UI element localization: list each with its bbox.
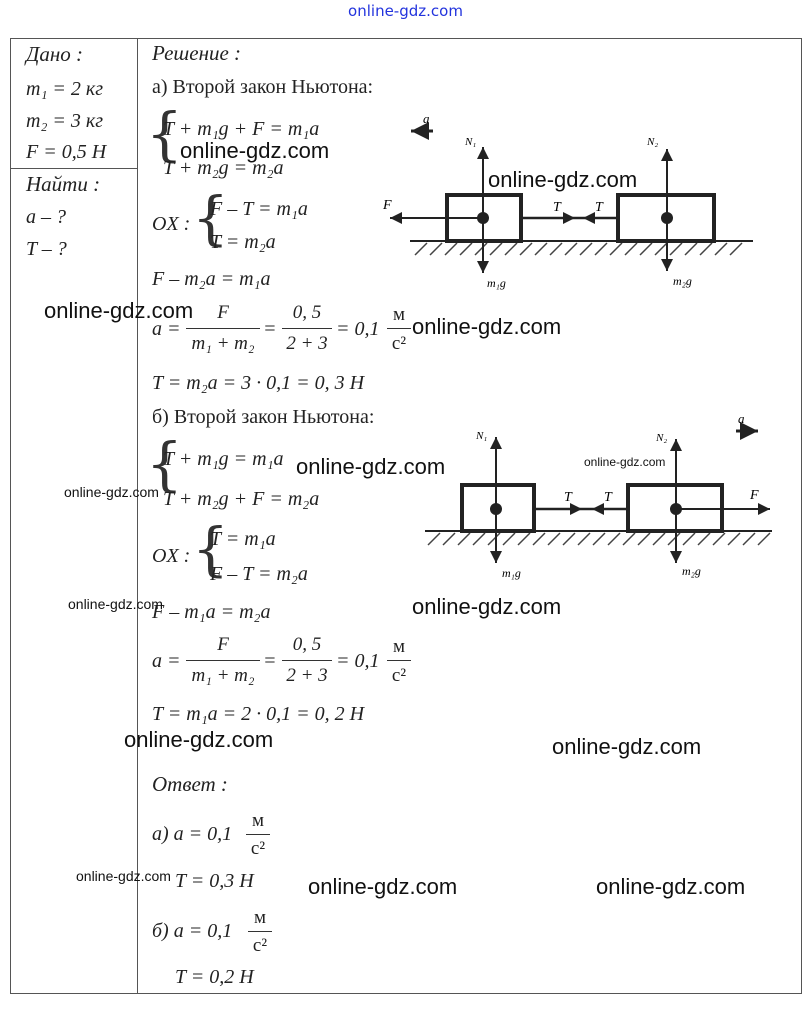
fraction-bar bbox=[387, 328, 411, 329]
diagram-a-f: F bbox=[383, 198, 392, 213]
part-b-t-line: T = m₁a = 2 · 0,1 = 0, 2 Н bbox=[152, 703, 365, 725]
part-b-a-num: F bbox=[217, 634, 229, 655]
answer-b-t: T = 0,2 Н bbox=[175, 966, 254, 988]
part-b-title: б) Второй закон Ньютона: bbox=[152, 406, 375, 428]
system-brace: { bbox=[146, 100, 183, 168]
part-b-a-lhs: a = bbox=[152, 650, 181, 672]
watermark: online-gdz.com bbox=[76, 868, 171, 884]
diagram-b bbox=[420, 405, 805, 590]
part-a-title: а) Второй закон Ньютона: bbox=[152, 76, 374, 98]
answer-a-line: а) a = 0,1 bbox=[152, 823, 233, 845]
part-a-a-lhs: a = bbox=[152, 318, 181, 340]
ground-hatching bbox=[415, 243, 742, 255]
part-b-ox-label: OX : bbox=[152, 545, 191, 567]
answer-a-t: T = 0,3 Н bbox=[175, 870, 254, 892]
solution-header: Решение : bbox=[152, 41, 242, 65]
column-divider bbox=[137, 38, 138, 994]
watermark: online-gdz.com bbox=[44, 298, 194, 323]
diagram-a-t1: T bbox=[553, 200, 561, 215]
part-b-a-eq: = bbox=[263, 650, 277, 672]
diagram-b-t1: T bbox=[564, 490, 572, 505]
part-a-ox1: F – T = m₁a bbox=[210, 198, 308, 220]
part-a-unit-num: м bbox=[392, 304, 406, 325]
part-b-ox2: F – T = m₂a bbox=[210, 563, 308, 585]
part-a-t-line: T = m₂a = 3 · 0,1 = 0, 3 Н bbox=[152, 372, 365, 394]
watermark: online-gdz.com bbox=[596, 874, 746, 899]
part-a-a-den2: 2 + 3 bbox=[286, 333, 328, 354]
fraction-bar bbox=[282, 660, 332, 661]
answer-a-unit-num: м bbox=[251, 810, 265, 831]
part-a-a-result: = 0,1 bbox=[336, 318, 380, 340]
part-a-a-den: m₁ + m₂ bbox=[191, 333, 255, 354]
fraction-bar bbox=[387, 660, 411, 661]
answer-b-line: б) a = 0,1 bbox=[152, 920, 233, 942]
answer-header: Ответ : bbox=[152, 772, 228, 796]
watermark: online-gdz.com bbox=[552, 734, 702, 759]
watermark: online-gdz.com bbox=[68, 596, 163, 612]
diagram-a-n2: N₂ bbox=[647, 136, 659, 148]
answer-b-unit-den: с² bbox=[252, 935, 268, 956]
watermark: online-gdz.com bbox=[180, 138, 330, 163]
part-b-derived: F – m₁a = m₂a bbox=[152, 601, 271, 623]
diagram-a-n1: N₁ bbox=[465, 136, 477, 148]
part-a-a-num2: 0, 5 bbox=[292, 302, 322, 323]
fraction-bar bbox=[282, 328, 332, 329]
watermark: online-gdz.com bbox=[296, 454, 446, 479]
find-t: T – ? bbox=[26, 238, 67, 260]
part-b-a-result: = 0,1 bbox=[336, 650, 380, 672]
part-a-a-eq: = bbox=[263, 318, 277, 340]
fraction-bar bbox=[246, 834, 270, 835]
system-brace: { bbox=[192, 515, 229, 583]
given-header: Дано : bbox=[26, 42, 84, 66]
watermark: online-gdz.com bbox=[412, 594, 562, 619]
watermark: online-gdz.com bbox=[64, 484, 159, 500]
part-a-ox2: T = m₂a bbox=[210, 231, 276, 253]
part-b-a-num2: 0, 5 bbox=[292, 634, 322, 655]
diagram-a-t2: T bbox=[595, 200, 603, 215]
watermark: online-gdz.com bbox=[412, 314, 562, 339]
fraction-bar bbox=[248, 931, 272, 932]
watermark: online-gdz.com bbox=[308, 874, 458, 899]
system-brace: { bbox=[192, 184, 229, 252]
part-b-eq1: T + m₁g = m₁a bbox=[163, 448, 284, 470]
diagram-a-m2g: m₂g bbox=[673, 274, 692, 288]
diagram-b-t2: T bbox=[604, 490, 612, 505]
ground-hatching bbox=[428, 533, 770, 545]
diagram-b-n2: N₂ bbox=[656, 432, 668, 444]
part-a-ox-label: OX : bbox=[152, 213, 191, 235]
fraction-bar bbox=[186, 328, 260, 329]
part-a-derived: F – m₂a = m₁a bbox=[152, 268, 271, 290]
part-a-unit-den: с² bbox=[391, 333, 407, 354]
diagram-b-n1: N₁ bbox=[476, 430, 488, 442]
part-b-unit-den: с² bbox=[391, 665, 407, 686]
find-header: Найти : bbox=[26, 172, 101, 196]
part-a-a-num: F bbox=[217, 302, 229, 323]
part-b-unit-num: м bbox=[392, 636, 406, 657]
fraction-bar bbox=[186, 660, 260, 661]
given-divider bbox=[10, 168, 138, 169]
part-a-eq1: T + m₁g + F = m₁a bbox=[163, 118, 320, 140]
watermark: online-gdz.com bbox=[584, 455, 666, 469]
diagram-b-a-label: a bbox=[738, 411, 745, 426]
diagram-a bbox=[375, 105, 765, 295]
part-b-a-den2: 2 + 3 bbox=[286, 665, 328, 686]
top-watermark: online-gdz.com bbox=[348, 2, 463, 20]
given-m2: m₂ = 3 кг bbox=[26, 110, 104, 132]
watermark: online-gdz.com bbox=[124, 727, 274, 752]
diagram-b-m1g: m₁g bbox=[502, 566, 521, 580]
diagram-a-a-label: a bbox=[423, 111, 430, 126]
part-a-eq2: T + m₂g = m₂a bbox=[163, 157, 284, 179]
diagram-a-m1g: m₁g bbox=[487, 276, 506, 290]
part-b-ox1: T = m₁a bbox=[210, 528, 276, 550]
part-b-a-den: m₁ + m₂ bbox=[191, 665, 255, 686]
part-b-eq2: T + m₂g + F = m₂a bbox=[163, 488, 320, 510]
given-m1: m₁ = 2 кг bbox=[26, 78, 104, 100]
diagram-b-f: F bbox=[750, 488, 759, 503]
given-f: F = 0,5 Н bbox=[26, 141, 107, 163]
watermark: online-gdz.com bbox=[488, 167, 638, 192]
find-a: a – ? bbox=[26, 206, 66, 228]
diagram-b-m2g: m₂g bbox=[682, 564, 701, 578]
answer-a-unit-den: с² bbox=[250, 838, 266, 859]
system-brace: { bbox=[146, 430, 183, 498]
answer-b-unit-num: м bbox=[253, 907, 267, 928]
